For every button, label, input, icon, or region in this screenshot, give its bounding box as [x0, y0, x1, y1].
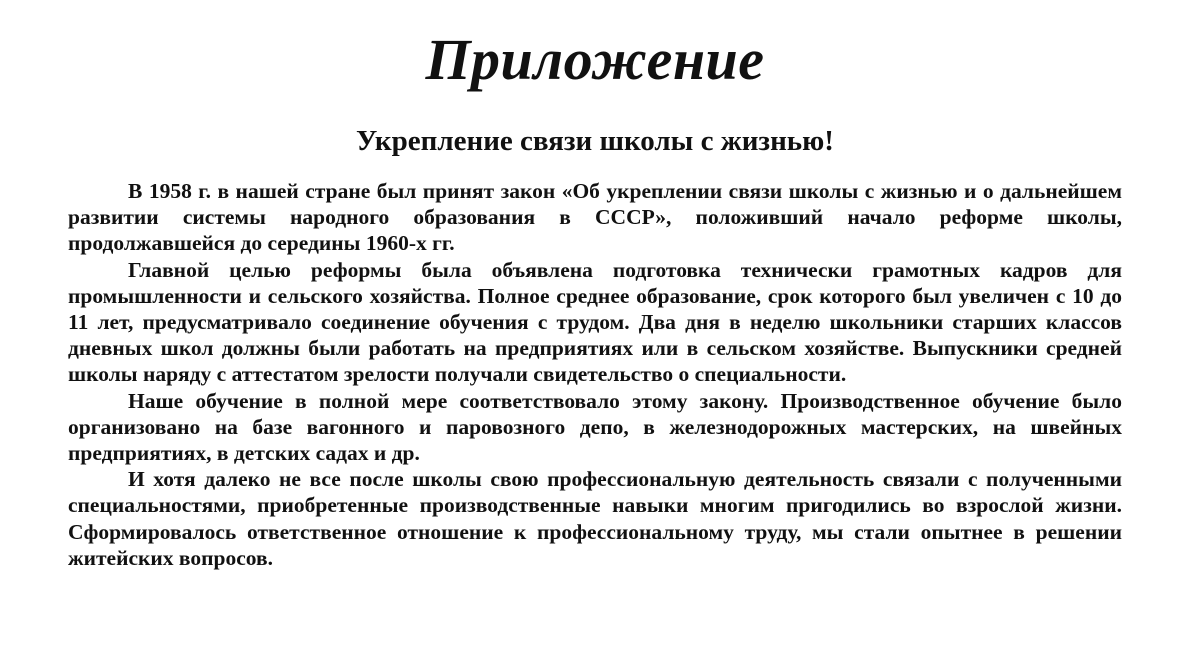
- section-subtitle: Укрепление связи школы с жизнью!: [356, 125, 834, 157]
- paragraph-3: Наше обучение в полной мере соответствовало этому закону. Производственное обучение было организовано на базе вагонного и паровозного депо, в железнодорожных мастерских, на швейных предприятиях, в детских садах и др.: [68, 388, 1122, 466]
- body-text: [68, 178, 1122, 571]
- paragraph-4: И хотя далеко не все после школы свою профессиональную деятельность связали с полученными специальностями, приобретенные производственные навыки многим пригодились во взрослой жизни. Сформировалось ответственное отношение к профессиональному труду, мы стали опытнее в решении житейских вопросов.: [68, 467, 1122, 570]
- page-title: Приложение: [425, 27, 765, 92]
- paragraph-2: Главной целью реформы была объявлена подготовка технически грамотных кадров для промышленности и сельского хозяйства. Полное среднее образование, срок которого был увеличен с 10 до 11 лет, предусматривало соединение обучения с трудом. Два дня в неделю школьники старших классов дневных школ должны были работать на предприятиях или в сельском хозяйстве. Выпускники средней школы наряду с аттестатом зрелости получали свидетельство о специальности.: [68, 257, 1122, 387]
- paragraph-1: В 1958 г. в нашей стране был принят закон «Об укреплении связи школы с жизнью и о дальнейшем развитии системы народного образования в СССР», положивший начало реформе школы, продолжавшейся до середины 1960-х гг.: [68, 179, 1122, 256]
